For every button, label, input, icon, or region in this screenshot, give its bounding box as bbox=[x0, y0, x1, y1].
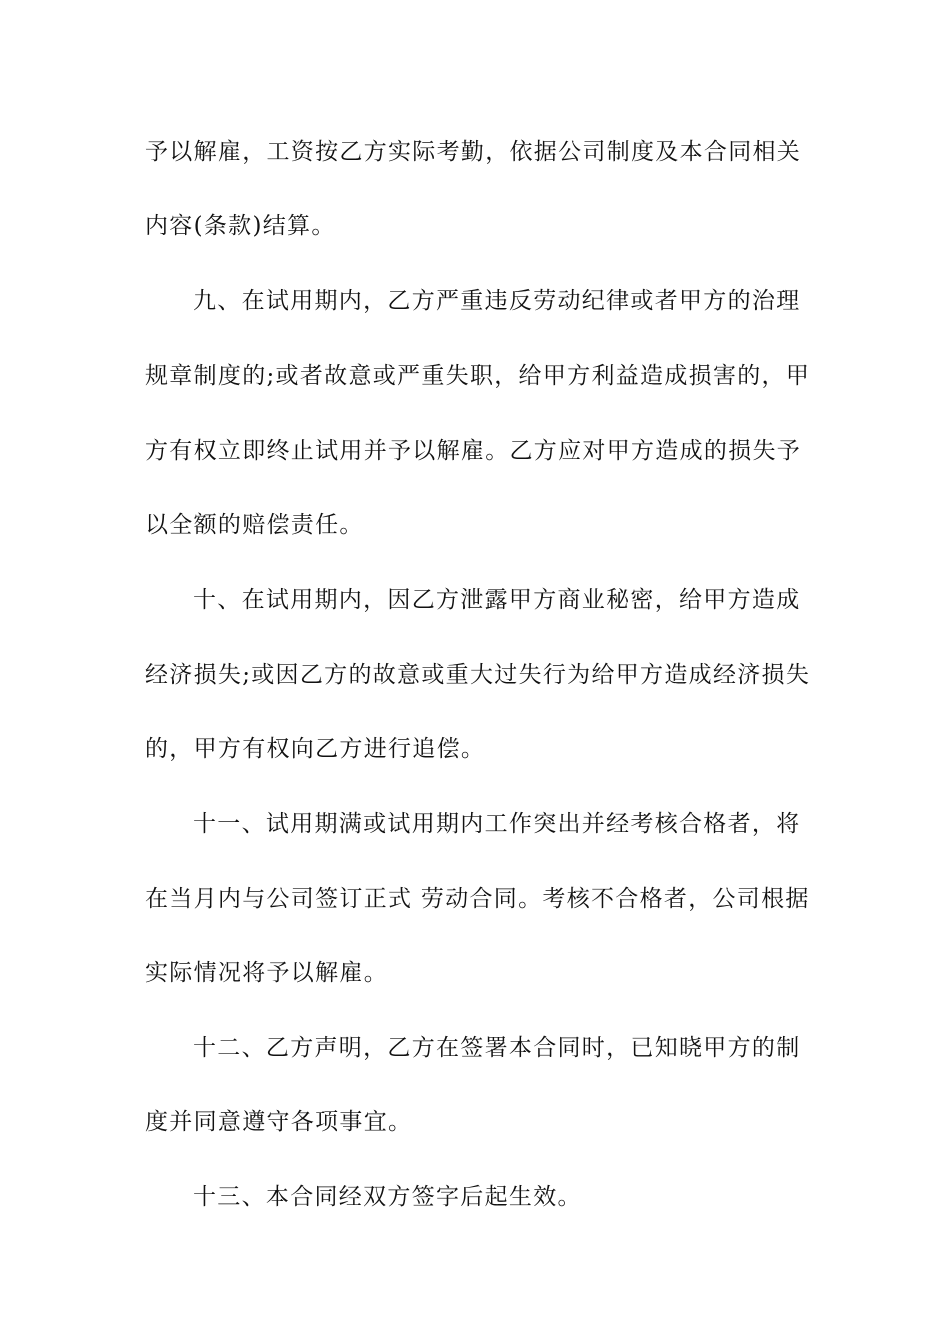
clause-twelve-line-2: 度并同意遵守各项事宜。 bbox=[145, 1109, 413, 1135]
clause-nine-line-3: 方有权立即终止试用并予以解雇。乙方应对甲方造成的损失予 bbox=[145, 438, 802, 464]
clause-thirteen-line-1: 十三、本合同经双方签字后起生效。 bbox=[193, 1184, 582, 1210]
clause-eleven-line-2: 在当月内与公司签订正式 劳动合同。考核不合格者，公司根据 bbox=[145, 886, 810, 912]
clause-eleven-line-1: 十一、试用期满或试用期内工作突出并经考核合格者，将 bbox=[193, 811, 801, 837]
clause-nine-line-4: 以全额的赔偿责任。 bbox=[145, 512, 364, 538]
clause-ten-line-2: 经济损失;或因乙方的故意或重大过失行为给甲方造成经济损失 bbox=[145, 662, 811, 688]
clause-eleven-line-3: 实际情况将予以解雇。 bbox=[145, 960, 388, 986]
clause-twelve-line-1: 十二、乙方声明，乙方在签署本合同时，已知晓甲方的制 bbox=[193, 1035, 801, 1061]
clause-ten-line-3: 的，甲方有权向乙方进行追偿。 bbox=[145, 736, 486, 762]
clause-eight-continuation-line-2: 内容(条款)结算。 bbox=[145, 213, 336, 239]
clause-nine-line-2: 规章制度的;或者故意或严重失职，给甲方利益造成损害的，甲 bbox=[145, 363, 811, 389]
clause-ten-line-1: 十、在试用期内，因乙方泄露甲方商业秘密，给甲方造成 bbox=[193, 587, 801, 613]
clause-nine-line-1: 九、在试用期内，乙方严重违反劳动纪律或者甲方的治理 bbox=[193, 288, 801, 314]
clause-eight-continuation-line-1: 予以解雇，工资按乙方实际考勤，依据公司制度及本合同相关 bbox=[145, 139, 802, 165]
